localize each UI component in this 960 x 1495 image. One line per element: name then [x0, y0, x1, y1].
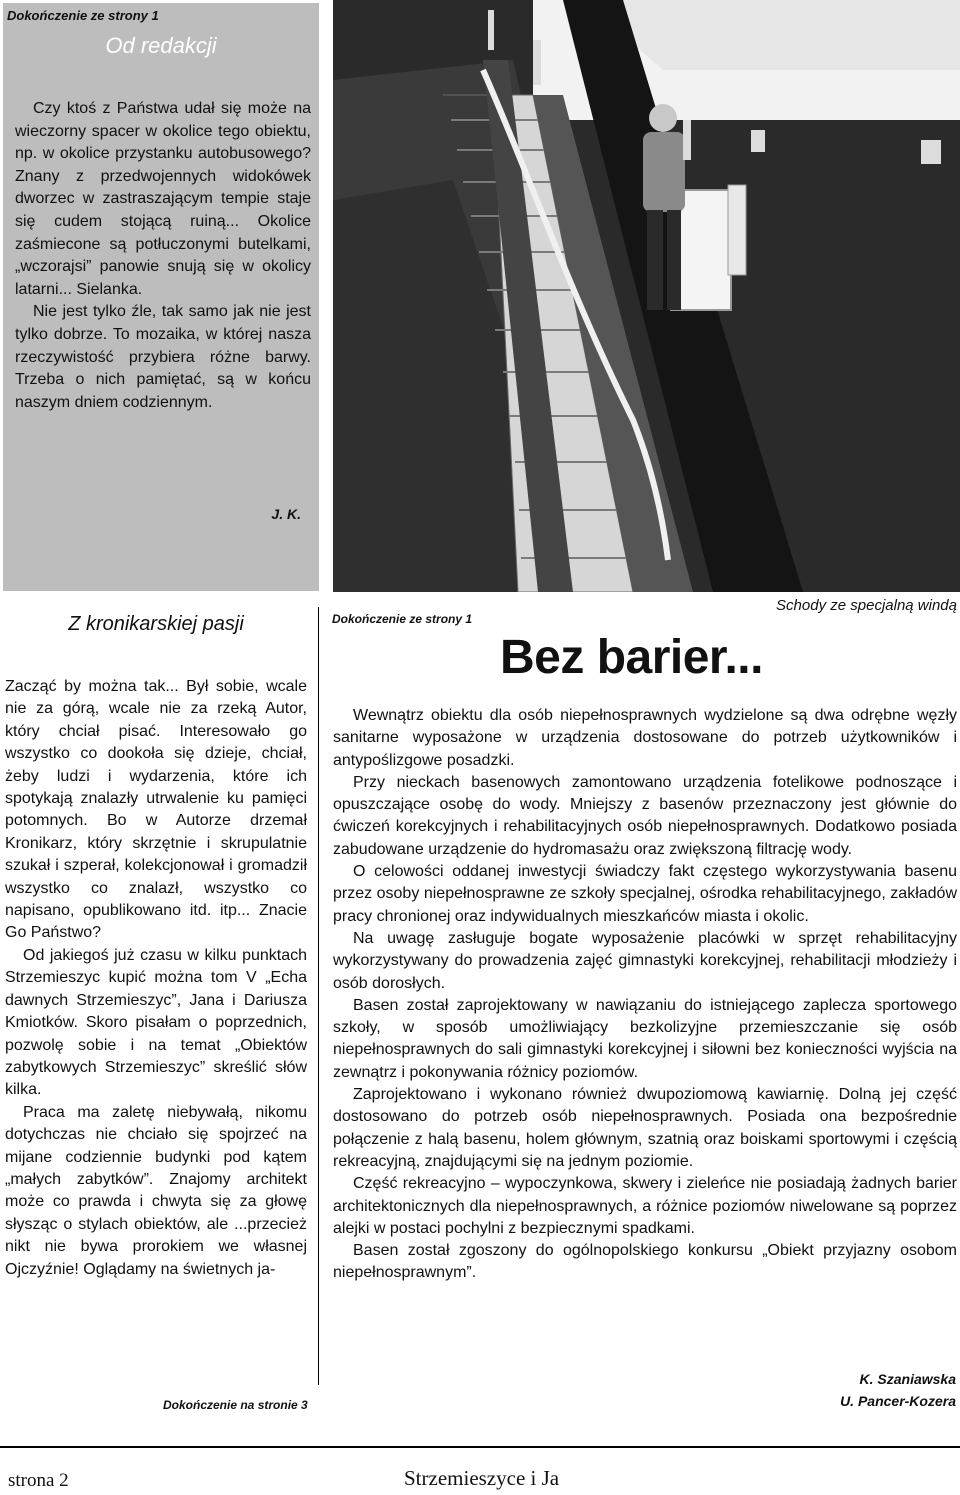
continued-on-label: Dokończenie na stronie 3 [163, 1398, 308, 1412]
left-column [5, 603, 307, 1281]
article-headline: Bez barier... [500, 631, 763, 684]
left-paragraph: Praca ma zaletę niebywałą, nikomu dotychczas nie chciało się spojrzeć na mijane codziennie budynki pod kątem „małych zabytków”. Znajomy architekt może co prawda i chwyta się za głowę słysząc o stylach obiektów, ale ...przecież nikt nie bywa prorokiem we własnej Ojczyźnie! Oglądamy na świetnych ja- [5, 1103, 307, 1278]
page-number: strona 2 [8, 1470, 69, 1491]
article-paragraph: Zaprojektowano i wykonano również dwupoziomową kawiarnię. Dolną jej część dostosowano do potrzeb osób niepełnosprawnych. Posiada ona bezpośrednie połączenie z halą basenu, holem głównym, szatnią oraz boiskami sportowymi i częścią rekreacyjną, znajdującymi się na jednym poziomie. [333, 1086, 957, 1170]
column-divider [318, 607, 319, 1385]
article-authors [840, 1368, 956, 1412]
stair-lift-photo [333, 0, 960, 592]
editorial-signature: J. K. [271, 506, 301, 522]
article-paragraph: Basen został zgoszony do ogólnopolskiego konkursu „Obiekt przyjazny osobom niepełnosprawnym”. [333, 1242, 957, 1282]
article-paragraph: Przy nieckach basenowych zamontowano urządzenia fotelikowe podnoszące i opuszczające osobę do wody. Mniejszy z basenów przeznaczony jest głównie do ćwiczeń korekcyjnych i rehabilitacyjnych osób niepełnosprawnych. Dodatkowo posiada zabudowane urządzenie do hydromasażu oraz zwiększoną filtrację wody. [333, 773, 957, 858]
editorial-paragraph: Czy ktoś z Państwa udał się może na wieczorny spacer w okolice tego obiektu, np. w okolice przystanku autobusowego? Znany z przedwojennych widokówek dworzec w zastraszającym tempie staje się cudem stojącą ruiną... Okolice zaśmiecone są potłuczonymi butelkami, „wczorajsi” panowie snują się w okolicy latarni... Sielanka. [15, 100, 311, 298]
author-name: U. Pancer-Kozera [840, 1393, 956, 1409]
article-paragraph: O celowości oddanej inwestycji świadczy fakt częstego wykorzystywania basenu przez osoby niepełnosprawne ze szkoły specjalnej, ośrodka rehabilitacyjnego, zakładów pracy chronionej oraz indywidualnych mieszkańców miasta i okolic. [333, 863, 957, 925]
article-body [333, 705, 957, 1285]
editorial-title: Od redakcji [105, 33, 217, 58]
photo-illustration [333, 0, 960, 592]
left-paragraph: Od jakiegoś już czasu w kilku punktach Strzemieszyc kupić można tom V „Echa dawnych Strzemieszyc”, Jana i Dariusza Kmiotków. Skoro pisałam o poprzednich, pozwolę sobie i na temat „Obiektów zabytkowych Strzemieszyc” skreślić słów kilka. [5, 946, 307, 1099]
article-paragraph: Basen został zaprojektowany w nawiązaniu do istniejącego zaplecza sportowego szkoły, w sposób umożliwiający bezkolizyjne przemieszczanie się osób niepełnosprawnych do sali gimnastyki korekcyjnej i siłowni bez konieczności wyjścia na zewnątrz i pokonywania różnicy poziomów. [333, 996, 957, 1081]
article-paragraph: Wewnątrz obiektu dla osób niepełnosprawnych wydzielone są dwa odrębne węzły sanitarne wyposażone w urządzenia dostosowane do potrzeb użytkowników i antypoślizgowe posadzki. [333, 707, 957, 769]
article-paragraph: Na uwagę zasługuje bogate wyposażenie placówki w sprzęt rehabilitacyjny wykorzystywany do prowadzenia zajęć gimnastyki korekcyjnej, rehabilitacji młodzieży i osób dorosłych. [333, 929, 957, 992]
footer-rule [0, 1446, 960, 1448]
column-heading: Z kronikarskiej pasji [68, 613, 244, 635]
continued-from-label: Dokończenie ze strony 1 [332, 612, 473, 626]
editorial-box [3, 3, 319, 591]
editorial-paragraph: Nie jest tylko źle, tak samo jak nie jest tylko dobrze. To mozaika, w której nasza rzeczywistość przybiera różne barwy. Trzeba o nich pamiętać, są w końcu naszym dniem codziennym. [15, 303, 311, 411]
publication-name: Strzemieszyce i Ja [404, 1466, 560, 1490]
author-name: K. Szaniawska [859, 1371, 956, 1387]
continued-from-label: Dokończenie ze strony 1 [7, 8, 159, 23]
editorial-body [15, 98, 311, 414]
article-paragraph: Część rekreacyjno – wypoczynkowa, skwery i zieleńce nie posiadają żadnych barier architektonicznych dla niepełnosprawnych, a różnice poziomów niwelowane są poprzez alejki w postaci pochylni z bezpiecznymi spadkami. [333, 1175, 957, 1237]
left-paragraph: Zacząć by można tak... Był sobie, wcale nie za górą, wcale nie za rzeką Autor, który chciał pisać. Interesowało go wszystko co dookoła się dzieje, chciał, żeby ludzi i wydarzenia, które ich spotykają znalazły utrwalenie ku pamięci potomnych. Bo w Autorze drzemał Kronikarz, który skrzętnie i skrupulatnie szukał i szperał, kolekcjonował i gromadził wszystko co znalazł, wszystko co napisano, opublikowano itd. itp... Znacie Go Państwo? [5, 678, 307, 942]
photo-caption: Schody ze specjalną windą [776, 597, 957, 614]
left-column-body [5, 676, 307, 1281]
